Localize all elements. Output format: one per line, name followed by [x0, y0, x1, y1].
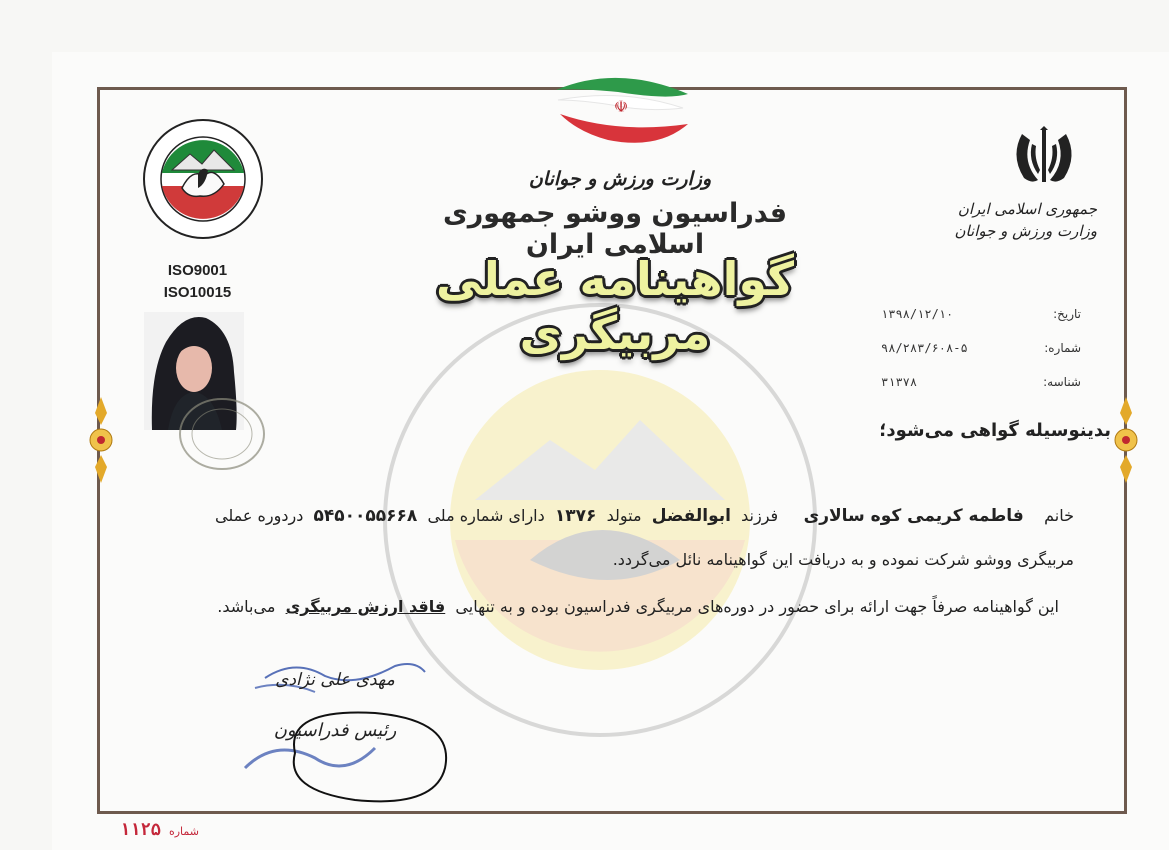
emblem-caption-line1: جمهوری اسلامی ایران — [957, 200, 1097, 218]
left-ornament-icon — [85, 395, 117, 485]
id-value: ۳۱۳۷۸ — [881, 375, 918, 389]
iran-emblem-icon — [1008, 126, 1080, 188]
signatory-name: مهدی علی نژادی — [275, 670, 395, 690]
father-name: ابوالفضل — [651, 506, 731, 526]
no-coaching-value: فاقد ارزش مربیگری — [285, 597, 446, 616]
number-label: شماره: — [1044, 341, 1081, 355]
iso-10015-label: ISO10015 — [163, 284, 232, 301]
id-row — [881, 375, 1081, 389]
svg-text:☫: ☫ — [613, 97, 629, 116]
iran-flag-ribbon — [548, 70, 698, 152]
number-value: ۹۸/۲۸۳/۶۰۸-۵ — [881, 341, 968, 355]
birth-year: ۱۳۷۶ — [554, 506, 597, 526]
recipient-name: فاطمه کریمی کوه سالاری — [803, 506, 1024, 526]
right-ornament-icon — [1110, 395, 1142, 485]
body-line-1 — [215, 506, 1074, 526]
serial-number — [120, 820, 199, 840]
national-id-text: دارای شماره ملی — [427, 506, 545, 525]
signatory-role: رئیس فدراسیون — [273, 720, 397, 741]
federation-stamp — [176, 395, 268, 473]
title-prefix: خانم — [1044, 506, 1074, 525]
date-row — [881, 307, 1081, 321]
date-label: تاریخ: — [1053, 307, 1081, 321]
body-line-3 — [217, 597, 1059, 616]
iso-9001-label: ISO9001 — [167, 262, 228, 279]
course-text: دردوره عملی — [215, 506, 304, 525]
born-text: متولد — [606, 506, 642, 525]
notice-text: این گواهینامه صرفاً جهت ارائه برای حضور در دوره‌های مربیگری فدراسیون بوده و به تنهایی — [455, 597, 1059, 616]
national-id: ۵۴۵۰۰۵۵۶۶۸ — [313, 506, 418, 526]
federation-heading: فدراسیون ووشو جمهوری اسلامی ایران — [442, 198, 788, 260]
body-line-2: مربیگری ووشو شرکت نموده و به دریافت این گواهینامه نائل می‌گردد. — [612, 550, 1074, 569]
notice-end: می‌باشد. — [217, 597, 276, 616]
id-label: شناسه: — [1043, 375, 1081, 389]
wushu-federation-logo — [142, 118, 264, 240]
date-value: ۱۳۹۸/۱۲/۱۰ — [881, 307, 954, 321]
emblem-caption — [937, 198, 1097, 242]
ministry-heading: وزارت ورزش و جوانان — [528, 168, 712, 190]
certification-heading: بدینوسیله گواهی می‌شود؛ — [879, 420, 1111, 441]
emblem-caption-line2: وزارت ورزش و جوانان — [954, 222, 1097, 240]
serial-value: ۱۱۲۵ — [120, 820, 161, 840]
serial-label: شماره — [168, 825, 199, 838]
number-row — [881, 341, 1081, 355]
child-of-text: فرزند — [741, 506, 779, 525]
certificate-title: گواهینامه عملی مربیگری — [435, 252, 795, 360]
